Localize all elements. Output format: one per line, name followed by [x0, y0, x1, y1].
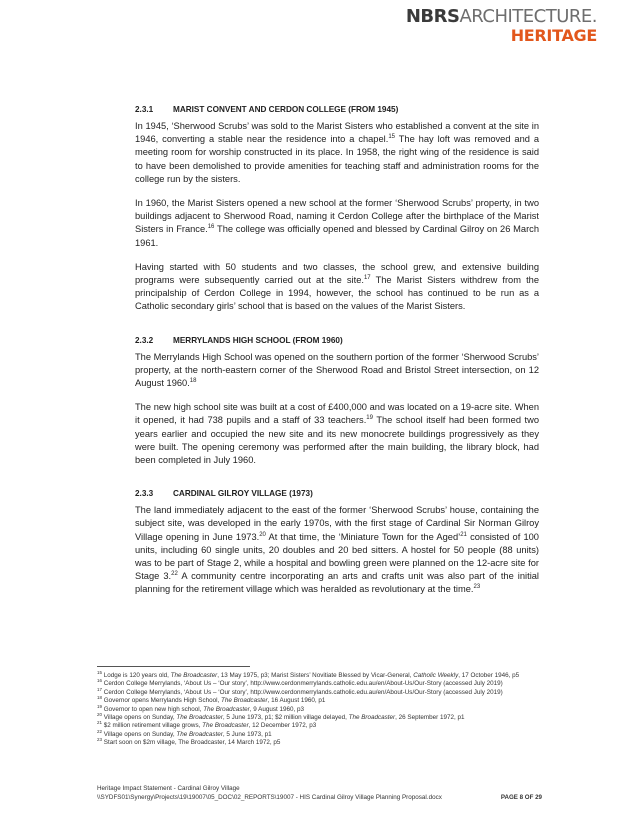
footnote-item [97, 697, 542, 705]
text-run: , 26 September 1972, p1 [395, 714, 465, 722]
section-title: MARIST CONVENT AND CERDON COLLEGE (FROM 1945) [173, 105, 399, 114]
text-run: , 17 October 1946, p5 [458, 672, 520, 679]
footnote-reference: 20 [259, 531, 266, 538]
body-paragraph [135, 351, 539, 391]
text-run: Start soon on $2m village, The Broadcaster, 14 March 1972, p5 [102, 739, 281, 747]
footnote-item [97, 722, 542, 730]
footnote-reference: 21 [97, 720, 103, 726]
text-run: , 5 June 1973, p1 [222, 730, 272, 738]
italic-citation: The Broadcaster [170, 672, 218, 679]
section-heading [135, 104, 539, 116]
footnote-reference: 15 [97, 669, 103, 675]
section-number: 2.3.2 [135, 335, 154, 345]
footnote-reference: 22 [171, 571, 178, 578]
italic-citation: The Broadcaster [202, 722, 249, 730]
footnotes [97, 669, 542, 748]
footnote-reference: 22 [97, 728, 103, 734]
section [135, 488, 539, 596]
section-heading [135, 488, 539, 500]
body-paragraph [135, 401, 539, 467]
text-run: The hay loft was removed and a meeting room for worship constructed in its place. In 1958, the right wing of the residence is said to have been demolished to provide amenities for teaching staff and administration rooms for the college run by the sisters. [135, 134, 539, 184]
logo-nbrs: NBRS [405, 6, 460, 27]
section-title: MERRYLANDS HIGH SCHOOL (FROM 1960) [173, 335, 343, 345]
italic-citation: The Broadcaster [176, 714, 223, 722]
italic-citation: The Broadcaster [176, 730, 223, 738]
text-run: Governor opens Merrylands High School, [102, 697, 222, 705]
text-run: Having started with 50 students and two classes, the school grew, and extensive building programs were subsequently carried out at the site. [135, 261, 539, 286]
body-paragraph [135, 504, 539, 596]
footnote-reference: 23 [97, 737, 103, 743]
text-run: Cerdon College Merrylands, ‘About Us – ‘Our story’, http://www.cerdonmerrylands.catholic.edu.au/en/About-Us/Our-Story (accessed July 2019) [102, 680, 503, 688]
text-run: $2 million retirement village grows, [102, 722, 203, 730]
body-paragraph [135, 120, 539, 186]
footnote-reference: 19 [97, 703, 103, 709]
footnote-divider [97, 666, 250, 667]
main-content [135, 104, 539, 608]
text-run: consisted of 100 units, including 60 single units, 20 doubles and 20 bed sitters. A hostel for 50 people (88 units) was to be part of Stage 2, while a hospital and bowling green were planned on the 12-acre site for Stage 3. [135, 531, 539, 582]
section-number: 2.3.3 [135, 489, 154, 499]
text-run: A community centre incorporating an arts and crafts unit was also part of the initial planning for the retirement village which was heralded as revolutionary at the time. [135, 571, 539, 595]
text-run: Village opens on Sunday, [102, 730, 177, 738]
footnote-item [97, 728, 542, 739]
body-paragraph [135, 261, 539, 314]
footnote-reference: 23 [473, 584, 481, 591]
footer-document-title: Heritage Impact Statement - Cardinal Gilroy Village [97, 785, 240, 792]
footnote-reference: 17 [363, 274, 371, 281]
footnote-item [97, 703, 542, 714]
text-run: Lodge is 120 years old, [102, 672, 171, 679]
text-run: The school itself had been formed two years earlier and occupied the new site and its new monocrete buildings progressively as they were built. The opening ceremony was performed after the main building, the library block, had been completed in July 1960. [135, 415, 539, 466]
footnote-reference: 18 [189, 377, 197, 384]
footnote-reference: 19 [366, 415, 373, 422]
footnote-reference: 20 [97, 711, 103, 717]
footnote-reference: 16 [207, 224, 215, 231]
italic-citation: Catholic Weekly [413, 672, 459, 679]
italic-citation: The Broadcaster [348, 714, 396, 722]
text-run: , 9 August 1960, p3 [249, 705, 305, 713]
logo-heritage: HERITAGE [510, 26, 597, 45]
text-run: The land immediately adjacent to the east of the former ‘Sherwood Scrubs’ house, containing the subject site, was developed in the early 1970s, with the first stage of Cardinal Sir Norman Gilroy Village opening in June 1973. [135, 505, 539, 542]
logo-architecture: ARCHITECTURE. [459, 6, 597, 27]
page-footer [97, 785, 542, 802]
footnote-reference: 16 [97, 678, 103, 684]
text-run: , 16 August 1960, p1 [267, 697, 326, 705]
footnote-reference: 17 [97, 686, 103, 692]
text-run: In 1960, the Marist Sisters opened a new school at the former ‘Sherwood Scrubs’ property, in two buildings adjacent to Sherwood Road, naming it Cerdon College after the birthplace of the Marist Sisters in France. [135, 198, 539, 235]
footer-file-path: \\SYDFS01\Synergy\Projects\19\19007\05_DOC\02_REPORTS\19007 - HIS Cardinal Gilroy Village Planning Proposal.docx [97, 793, 442, 801]
footnote-reference: 18 [97, 695, 103, 701]
body-paragraph [135, 197, 539, 250]
text-run: The new high school site was built at a cost of £400,000 and was located on a 19-acre site. When it opened, it had 738 pupils and a staff of 33 teachers. [135, 402, 539, 426]
text-run: , 12 December 1972, p3 [248, 722, 317, 730]
section-number: 2.3.1 [135, 105, 154, 114]
text-run: The Merrylands High School was opened on the southern portion of the former ‘Sherwood Scrubs’ property, at the north-eastern corner of the Sherwood Road and Bristol Street intersection, on 12 August 1960. [135, 351, 539, 389]
text-run: Cerdon College Merrylands, ‘About Us – ‘Our story’, http://www.cerdonmerrylands.catholic.edu.au/en/About-Us/Our-Story (accessed July 2019) [102, 688, 503, 696]
section-heading [135, 335, 539, 347]
footnote-reference: 21 [460, 531, 467, 538]
text-run: In 1945, ‘Sherwood Scrubs’ was sold to the Marist Sisters who established a convent at the site in 1946, converting a stable near the residence into a chapel. [135, 121, 539, 145]
footer-page-number: PAGE 8 OF 29 [500, 793, 542, 801]
section [135, 335, 539, 489]
text-run: , 5 June 1973, p1; $2 million village delayed, [222, 714, 349, 722]
footnote-item [97, 739, 542, 747]
text-run: Village opens on Sunday, [102, 714, 177, 722]
footnote-reference: 15 [388, 134, 395, 141]
text-run: Governor to open new high school, [102, 705, 204, 713]
section-title: CARDINAL GILROY VILLAGE (1973) [173, 489, 313, 499]
section [135, 104, 539, 335]
text-run: The college was officially opened and blessed by Cardinal Gilroy on 26 March 1961. [135, 224, 539, 248]
text-run: , 13 May 1975, p3; Marist Sisters’ Novitiate Blessed by Vicar-General, [217, 672, 414, 679]
text-run: The Marist Sisters withdrew from the principalship of Cerdon College in 1994, however, the school has continued to be run as a Catholic secondary girls’ school that is based on the values of the Marist Sisters. [135, 275, 539, 312]
nbrs-logo [406, 6, 597, 44]
text-run: At that time, the ‘Miniature Town for the Aged’ [265, 531, 461, 542]
footnote-item [97, 680, 542, 688]
italic-citation: The Broadcaster [221, 697, 268, 705]
footnote-item [97, 686, 542, 697]
italic-citation: The Broadcaster [203, 705, 250, 713]
